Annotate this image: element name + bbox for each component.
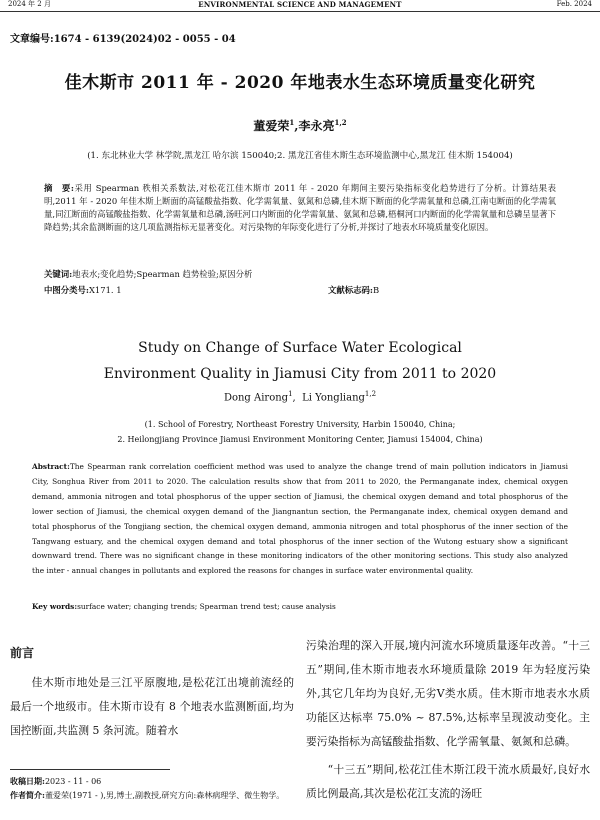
author-1-en-affil: 1	[288, 390, 293, 398]
author-2-affil: 1,2	[334, 118, 347, 127]
body-paragraph: 佳木斯市地处是三江平原腹地,是松花江出境前流经的最后一个地级市。佳木斯市设有 8 个地表水监测断面,均为国控断面,共监测 5 条河流。随着水	[10, 676, 294, 737]
left-column	[10, 640, 294, 743]
affiliation-english-line1: (1. School of Forestry, Northeast Forestry University, Harbin 150040, China;	[144, 420, 456, 429]
right-column	[306, 634, 590, 806]
body-paragraph-continued: 污染治理的深入开展,境内河流水环境质量逐年改善。“十三五”期间,佳木斯市地表水环境质量除 2019 年为轻度污染外,其它几年均为良好,无劣Ⅴ类水质。佳木斯市地表水水质功能区达标率 75.0% ~ 87.5%,达标率呈现波动变化。主要污染指标为高锰酸盐指数、化学需氧量、氨氮和总磷。	[306, 639, 590, 748]
abstract-en-text: The Spearman rank correlation coefficient method was used to analyze the change trend of main pollution indicators in Jiamusi City, Songhua River from 2011 to 2020. The calculation results show that from 2011 to 2020, the Permanganate index, chemical oxygen demand, ammonia nitrogen and total phosphorus of the upper section of Jiamusi, the chemical oxygen demand and total phosphorus of the lower section of Jiamusi, the chemical oxygen demand of the Jiangnantun section, the Permanganate index, chemical oxygen demand and total phosphorus of the Tongjiang section, the chemical oxygen demand, ammonia nitrogen and total phosphorus of the inner section of the Tangwang estuary, and the chemical oxygen demand and total phosphorus of the inner section of the Wutong estuary show a significant downward trend. There was no significant change in these monitoring indicators of the other monitoring sections. This study also analyzed the inter - annual changes in pollutants and explored the reasons for changes in surface water environmental quality.	[32, 462, 568, 576]
keywords-en-label: Key words:	[32, 602, 78, 611]
received-label: 收稿日期:	[10, 776, 45, 786]
document-code-value: B	[372, 285, 380, 295]
article-number: 文章编号:1674 - 6139(2024)02 - 0055 - 04	[10, 34, 236, 45]
header-date: 2024 年 2 月	[8, 0, 51, 8]
classification-number	[44, 284, 122, 296]
abstract-english	[32, 460, 568, 579]
affiliation-chinese: (1. 东北林业大学 林学院,黑龙江 哈尔滨 150040;2. 黑龙江省佳木斯生态环境监测中心,黑龙江 佳木斯 154004)	[87, 151, 513, 161]
abstract-en-label: Abstract:	[32, 462, 70, 471]
title-english	[0, 335, 600, 387]
title-english-line1: Study on Change of Surface Water Ecological	[138, 340, 462, 356]
keywords-label: 关键词:	[44, 269, 73, 279]
keywords-en-text: surface water; changing trends; Spearman trend test; cause analysis	[77, 602, 336, 611]
affiliation-english	[0, 418, 600, 447]
abstract-chinese	[44, 182, 556, 234]
footnote-author	[10, 789, 294, 802]
author-2-en: Li Yongliang	[302, 392, 365, 404]
footnote-received	[10, 775, 294, 788]
section-heading-preface: 前言	[10, 646, 35, 660]
author-en-separator: ,	[292, 392, 303, 404]
body-paragraph-2: “十三五”期间,松花江佳木斯江段干流水质最好,良好水质比例最高,其次是松花江支流的汤旺	[306, 763, 590, 800]
author-separator: ,	[294, 119, 299, 133]
abstract-text: 采用 Spearman 秩相关系数法,对松花江佳木斯市 2011 年 - 2020 年期间主要污染指标变化趋势进行了分析。计算结果表明,2011 年 - 2020 年佳木斯上断面的高锰酸盐指数、化学需氧量、氨氮和总磷,佳木斯下断面的化学需氧量和总磷,江南屯断面的化学需氧量,同江断面的高锰酸盐指数、化学需氧量和总磷,汤旺河口内断面的化学需氧量、氨氮和总磷,梧桐河口内断面的化学需氧量和总磷呈显著下降趋势;其余监测断面的这几项监测指标无显著变化。对污染物的年际变化进行了分析,并探讨了地表水环境质量变化原因。	[44, 183, 556, 232]
author-2-en-affil: 1,2	[364, 390, 377, 398]
authors-english	[0, 390, 600, 403]
keywords-chinese	[44, 268, 556, 280]
author-bio: 董爱荣(1971 - ),男,博士,副教授,研究方向:森林病理学、微生物学。	[44, 791, 285, 800]
running-header	[0, 0, 600, 12]
keywords-text: 地表水;变化趋势;Spearman 趋势检验;原因分析	[72, 269, 253, 279]
header-date-en: Feb. 2024	[556, 0, 592, 8]
abstract-label: 摘 要:	[44, 183, 74, 193]
authors-chinese	[0, 117, 600, 134]
author-1-en: Dong Airong	[223, 392, 289, 404]
keywords-english	[32, 602, 568, 611]
author-1: 董爱荣	[253, 119, 290, 133]
author-2: 李永亮	[298, 119, 335, 133]
received-date: 2023 - 11 - 06	[44, 777, 102, 786]
affiliation-english-line2: 2. Heilongjiang Province Jiamusi Environment Monitoring Center, Jiamusi 154004, China)	[117, 434, 483, 444]
title-english-line2: Environment Quality in Jiamusi City from 2011 to 2020	[103, 366, 497, 382]
document-code-label: 文献标志码:	[328, 285, 373, 295]
classification-label: 中图分类号:	[44, 285, 89, 295]
author-1-affil: 1	[289, 118, 295, 127]
footnote-divider	[10, 769, 170, 770]
header-journal: ENVIRONMENTAL SCIENCE AND MANAGEMENT	[198, 0, 402, 9]
title-chinese: 佳木斯市 2011 年 - 2020 年地表水生态环境质量变化研究	[64, 73, 536, 93]
classification-value: X171. 1	[88, 285, 122, 295]
document-code	[328, 284, 379, 296]
author-bio-label: 作者简介:	[10, 790, 45, 800]
